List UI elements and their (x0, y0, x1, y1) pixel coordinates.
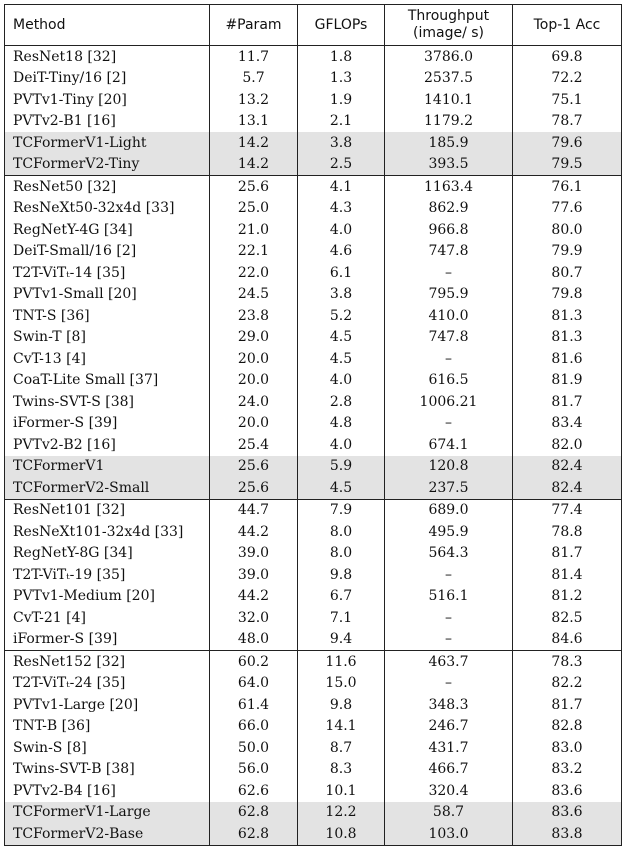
cell-throughput: 689.0 (385, 499, 513, 521)
cell-method: CvT-13 [4] (5, 348, 210, 370)
cell-acc: 83.6 (513, 802, 622, 824)
header-row (5, 5, 622, 46)
cell-method: CoaT-Lite Small [37] (5, 370, 210, 392)
cell-param: 44.2 (210, 586, 298, 608)
cell-acc: 82.0 (513, 434, 622, 456)
table-row (5, 241, 622, 263)
cell-gflops: 10.8 (298, 823, 385, 845)
cell-acc: 81.3 (513, 327, 622, 349)
table-row (5, 89, 622, 111)
cell-method: TCFormerV2-Base (5, 823, 210, 845)
cell-param: 44.2 (210, 521, 298, 543)
table-row (5, 434, 622, 456)
cell-gflops: 4.0 (298, 370, 385, 392)
cell-throughput: – (385, 673, 513, 695)
cell-gflops: 15.0 (298, 673, 385, 695)
cell-acc: 69.8 (513, 46, 622, 68)
cell-acc: 77.6 (513, 198, 622, 220)
cell-throughput: 348.3 (385, 694, 513, 716)
table-row (5, 673, 622, 695)
cell-gflops: 9.4 (298, 629, 385, 651)
cell-gflops: 6.1 (298, 262, 385, 284)
cell-acc: 78.3 (513, 651, 622, 673)
cell-gflops: 4.5 (298, 348, 385, 370)
cell-param: 23.8 (210, 305, 298, 327)
table-row (5, 521, 622, 543)
cell-throughput: 431.7 (385, 737, 513, 759)
cell-param: 62.6 (210, 780, 298, 802)
header-throughput-line1: Throughput (407, 8, 490, 24)
cell-param: 14.2 (210, 132, 298, 154)
cell-acc: 81.3 (513, 305, 622, 327)
cell-method: DeiT-Small/16 [2] (5, 241, 210, 263)
cell-gflops: 11.6 (298, 651, 385, 673)
cell-gflops: 2.5 (298, 154, 385, 176)
cell-param: 39.0 (210, 543, 298, 565)
cell-gflops: 7.1 (298, 607, 385, 629)
cell-method: PVTv1-Large [20] (5, 694, 210, 716)
table-row (5, 327, 622, 349)
cell-gflops: 4.3 (298, 198, 385, 220)
cell-method: CvT-21 [4] (5, 607, 210, 629)
cell-acc: 81.7 (513, 694, 622, 716)
cell-throughput: 747.8 (385, 241, 513, 263)
cell-method: T2T-ViTₜ-19 [35] (5, 564, 210, 586)
table-row (5, 499, 622, 521)
table-row (5, 413, 622, 435)
table-row (5, 629, 622, 651)
cell-gflops: 6.7 (298, 586, 385, 608)
table-row (5, 391, 622, 413)
cell-param: 13.2 (210, 89, 298, 111)
cell-param: 56.0 (210, 759, 298, 781)
cell-acc: 82.2 (513, 673, 622, 695)
cell-method: RegNetY-8G [34] (5, 543, 210, 565)
cell-param: 62.8 (210, 823, 298, 845)
cell-acc: 80.7 (513, 262, 622, 284)
cell-gflops: 4.6 (298, 241, 385, 263)
cell-throughput: – (385, 607, 513, 629)
cell-method: DeiT-Tiny/16 [2] (5, 68, 210, 90)
cell-method: TNT-S [36] (5, 305, 210, 327)
cell-acc: 83.6 (513, 780, 622, 802)
cell-gflops: 4.8 (298, 413, 385, 435)
cell-throughput: 564.3 (385, 543, 513, 565)
cell-gflops: 1.3 (298, 68, 385, 90)
header-gflops: GFLOPs (298, 5, 385, 46)
cell-param: 32.0 (210, 607, 298, 629)
cell-method: iFormer-S [39] (5, 629, 210, 651)
cell-gflops: 12.2 (298, 802, 385, 824)
cell-method: PVTv1-Medium [20] (5, 586, 210, 608)
cell-param: 44.7 (210, 499, 298, 521)
cell-gflops: 4.5 (298, 327, 385, 349)
cell-param: 14.2 (210, 154, 298, 176)
cell-acc: 82.4 (513, 477, 622, 499)
cell-method: PVTv2-B4 [16] (5, 780, 210, 802)
cell-param: 25.6 (210, 477, 298, 499)
table-row (5, 737, 622, 759)
cell-method: Twins-SVT-S [38] (5, 391, 210, 413)
cell-gflops: 8.3 (298, 759, 385, 781)
table-row (5, 370, 622, 392)
cell-acc: 76.1 (513, 176, 622, 198)
cell-method: ResNet101 [32] (5, 499, 210, 521)
table-row (5, 477, 622, 499)
cell-gflops: 4.5 (298, 477, 385, 499)
cell-param: 29.0 (210, 327, 298, 349)
cell-throughput: 3786.0 (385, 46, 513, 68)
cell-acc: 81.7 (513, 543, 622, 565)
cell-throughput: 103.0 (385, 823, 513, 845)
cell-method: ResNet18 [32] (5, 46, 210, 68)
cell-throughput: – (385, 348, 513, 370)
cell-acc: 75.1 (513, 89, 622, 111)
header-param: #Param (210, 5, 298, 46)
cell-throughput: 1006.21 (385, 391, 513, 413)
table-row (5, 198, 622, 220)
cell-param: 66.0 (210, 716, 298, 738)
comparison-table (4, 4, 622, 846)
cell-param: 61.4 (210, 694, 298, 716)
cell-param: 62.8 (210, 802, 298, 824)
cell-acc: 82.4 (513, 456, 622, 478)
cell-acc: 82.5 (513, 607, 622, 629)
table-row (5, 219, 622, 241)
cell-method: TCFormerV2-Tiny (5, 154, 210, 176)
table-row (5, 586, 622, 608)
cell-acc: 78.7 (513, 111, 622, 133)
table-row (5, 348, 622, 370)
header-method: Method (5, 5, 210, 46)
cell-throughput: 1163.4 (385, 176, 513, 198)
table-row (5, 759, 622, 781)
cell-param: 20.0 (210, 413, 298, 435)
cell-gflops: 9.8 (298, 564, 385, 586)
cell-method: PVTv2-B1 [16] (5, 111, 210, 133)
cell-param: 5.7 (210, 68, 298, 90)
cell-acc: 79.5 (513, 154, 622, 176)
cell-method: T2T-ViTₜ-14 [35] (5, 262, 210, 284)
cell-acc: 81.2 (513, 586, 622, 608)
cell-throughput: 516.1 (385, 586, 513, 608)
header-throughput (385, 5, 513, 46)
table-body (5, 46, 622, 846)
cell-throughput: 185.9 (385, 132, 513, 154)
cell-gflops: 4.0 (298, 434, 385, 456)
cell-param: 20.0 (210, 370, 298, 392)
cell-param: 20.0 (210, 348, 298, 370)
cell-throughput: 2537.5 (385, 68, 513, 90)
cell-acc: 72.2 (513, 68, 622, 90)
table-row (5, 651, 622, 673)
cell-gflops: 4.0 (298, 219, 385, 241)
table-row (5, 716, 622, 738)
table-row (5, 284, 622, 306)
cell-gflops: 1.9 (298, 89, 385, 111)
cell-method: Swin-S [8] (5, 737, 210, 759)
cell-throughput: 1410.1 (385, 89, 513, 111)
cell-throughput: 495.9 (385, 521, 513, 543)
cell-gflops: 3.8 (298, 132, 385, 154)
cell-throughput: – (385, 262, 513, 284)
cell-acc: 83.0 (513, 737, 622, 759)
header-throughput-line2: (image/ s) (413, 25, 484, 41)
cell-method: Swin-T [8] (5, 327, 210, 349)
cell-method: TCFormerV2-Small (5, 477, 210, 499)
table-row (5, 262, 622, 284)
cell-throughput: – (385, 564, 513, 586)
cell-gflops: 2.8 (298, 391, 385, 413)
cell-acc: 83.4 (513, 413, 622, 435)
cell-acc: 79.9 (513, 241, 622, 263)
table-header (5, 5, 622, 46)
cell-method: ResNet152 [32] (5, 651, 210, 673)
cell-acc: 83.2 (513, 759, 622, 781)
cell-throughput: 320.4 (385, 780, 513, 802)
cell-method: T2T-ViTₜ-24 [35] (5, 673, 210, 695)
cell-throughput: 246.7 (385, 716, 513, 738)
cell-throughput: – (385, 629, 513, 651)
table-row (5, 780, 622, 802)
cell-param: 25.6 (210, 176, 298, 198)
cell-param: 13.1 (210, 111, 298, 133)
cell-acc: 81.9 (513, 370, 622, 392)
header-acc: Top-1 Acc (513, 5, 622, 46)
cell-acc: 81.6 (513, 348, 622, 370)
cell-param: 25.4 (210, 434, 298, 456)
cell-gflops: 3.8 (298, 284, 385, 306)
cell-acc: 81.7 (513, 391, 622, 413)
cell-method: ResNet50 [32] (5, 176, 210, 198)
cell-acc: 79.8 (513, 284, 622, 306)
cell-gflops: 8.7 (298, 737, 385, 759)
table-row (5, 823, 622, 845)
table-row (5, 607, 622, 629)
cell-gflops: 1.8 (298, 46, 385, 68)
cell-acc: 80.0 (513, 219, 622, 241)
cell-gflops: 8.0 (298, 543, 385, 565)
table-row (5, 543, 622, 565)
cell-method: ResNeXt101-32x4d [33] (5, 521, 210, 543)
cell-acc: 78.8 (513, 521, 622, 543)
cell-gflops: 8.0 (298, 521, 385, 543)
cell-acc: 79.6 (513, 132, 622, 154)
cell-param: 24.0 (210, 391, 298, 413)
cell-throughput: 966.8 (385, 219, 513, 241)
cell-acc: 82.8 (513, 716, 622, 738)
cell-gflops: 7.9 (298, 499, 385, 521)
cell-method: TCFormerV1-Light (5, 132, 210, 154)
cell-param: 60.2 (210, 651, 298, 673)
cell-throughput: 237.5 (385, 477, 513, 499)
cell-acc: 83.8 (513, 823, 622, 845)
table-row (5, 154, 622, 176)
cell-method: Twins-SVT-B [38] (5, 759, 210, 781)
table-row (5, 305, 622, 327)
cell-throughput: 1179.2 (385, 111, 513, 133)
cell-method: RegNetY-4G [34] (5, 219, 210, 241)
cell-method: PVTv2-B2 [16] (5, 434, 210, 456)
cell-throughput: 463.7 (385, 651, 513, 673)
cell-method: PVTv1-Tiny [20] (5, 89, 210, 111)
table-row (5, 68, 622, 90)
cell-param: 50.0 (210, 737, 298, 759)
table-row (5, 46, 622, 68)
cell-throughput: 58.7 (385, 802, 513, 824)
cell-param: 11.7 (210, 46, 298, 68)
cell-method: PVTv1-Small [20] (5, 284, 210, 306)
cell-throughput: 616.5 (385, 370, 513, 392)
cell-gflops: 9.8 (298, 694, 385, 716)
cell-throughput: 410.0 (385, 305, 513, 327)
cell-gflops: 4.1 (298, 176, 385, 198)
comparison-table-container (4, 4, 621, 846)
cell-acc: 81.4 (513, 564, 622, 586)
cell-acc: 77.4 (513, 499, 622, 521)
cell-method: TCFormerV1 (5, 456, 210, 478)
cell-throughput: 466.7 (385, 759, 513, 781)
cell-throughput: 120.8 (385, 456, 513, 478)
cell-gflops: 14.1 (298, 716, 385, 738)
cell-method: TCFormerV1-Large (5, 802, 210, 824)
cell-throughput: 747.8 (385, 327, 513, 349)
cell-gflops: 2.1 (298, 111, 385, 133)
cell-acc: 84.6 (513, 629, 622, 651)
cell-method: TNT-B [36] (5, 716, 210, 738)
table-row (5, 176, 622, 198)
table-row (5, 111, 622, 133)
cell-throughput: 795.9 (385, 284, 513, 306)
cell-param: 22.0 (210, 262, 298, 284)
cell-throughput: 674.1 (385, 434, 513, 456)
table-row (5, 564, 622, 586)
cell-param: 24.5 (210, 284, 298, 306)
cell-throughput: 393.5 (385, 154, 513, 176)
cell-gflops: 5.9 (298, 456, 385, 478)
table-row (5, 456, 622, 478)
cell-method: iFormer-S [39] (5, 413, 210, 435)
cell-param: 64.0 (210, 673, 298, 695)
cell-method: ResNeXt50-32x4d [33] (5, 198, 210, 220)
cell-param: 21.0 (210, 219, 298, 241)
cell-gflops: 5.2 (298, 305, 385, 327)
cell-gflops: 10.1 (298, 780, 385, 802)
cell-throughput: – (385, 413, 513, 435)
cell-param: 25.0 (210, 198, 298, 220)
table-row (5, 694, 622, 716)
cell-throughput: 862.9 (385, 198, 513, 220)
table-row (5, 132, 622, 154)
cell-param: 25.6 (210, 456, 298, 478)
cell-param: 39.0 (210, 564, 298, 586)
cell-param: 22.1 (210, 241, 298, 263)
cell-param: 48.0 (210, 629, 298, 651)
table-row (5, 802, 622, 824)
